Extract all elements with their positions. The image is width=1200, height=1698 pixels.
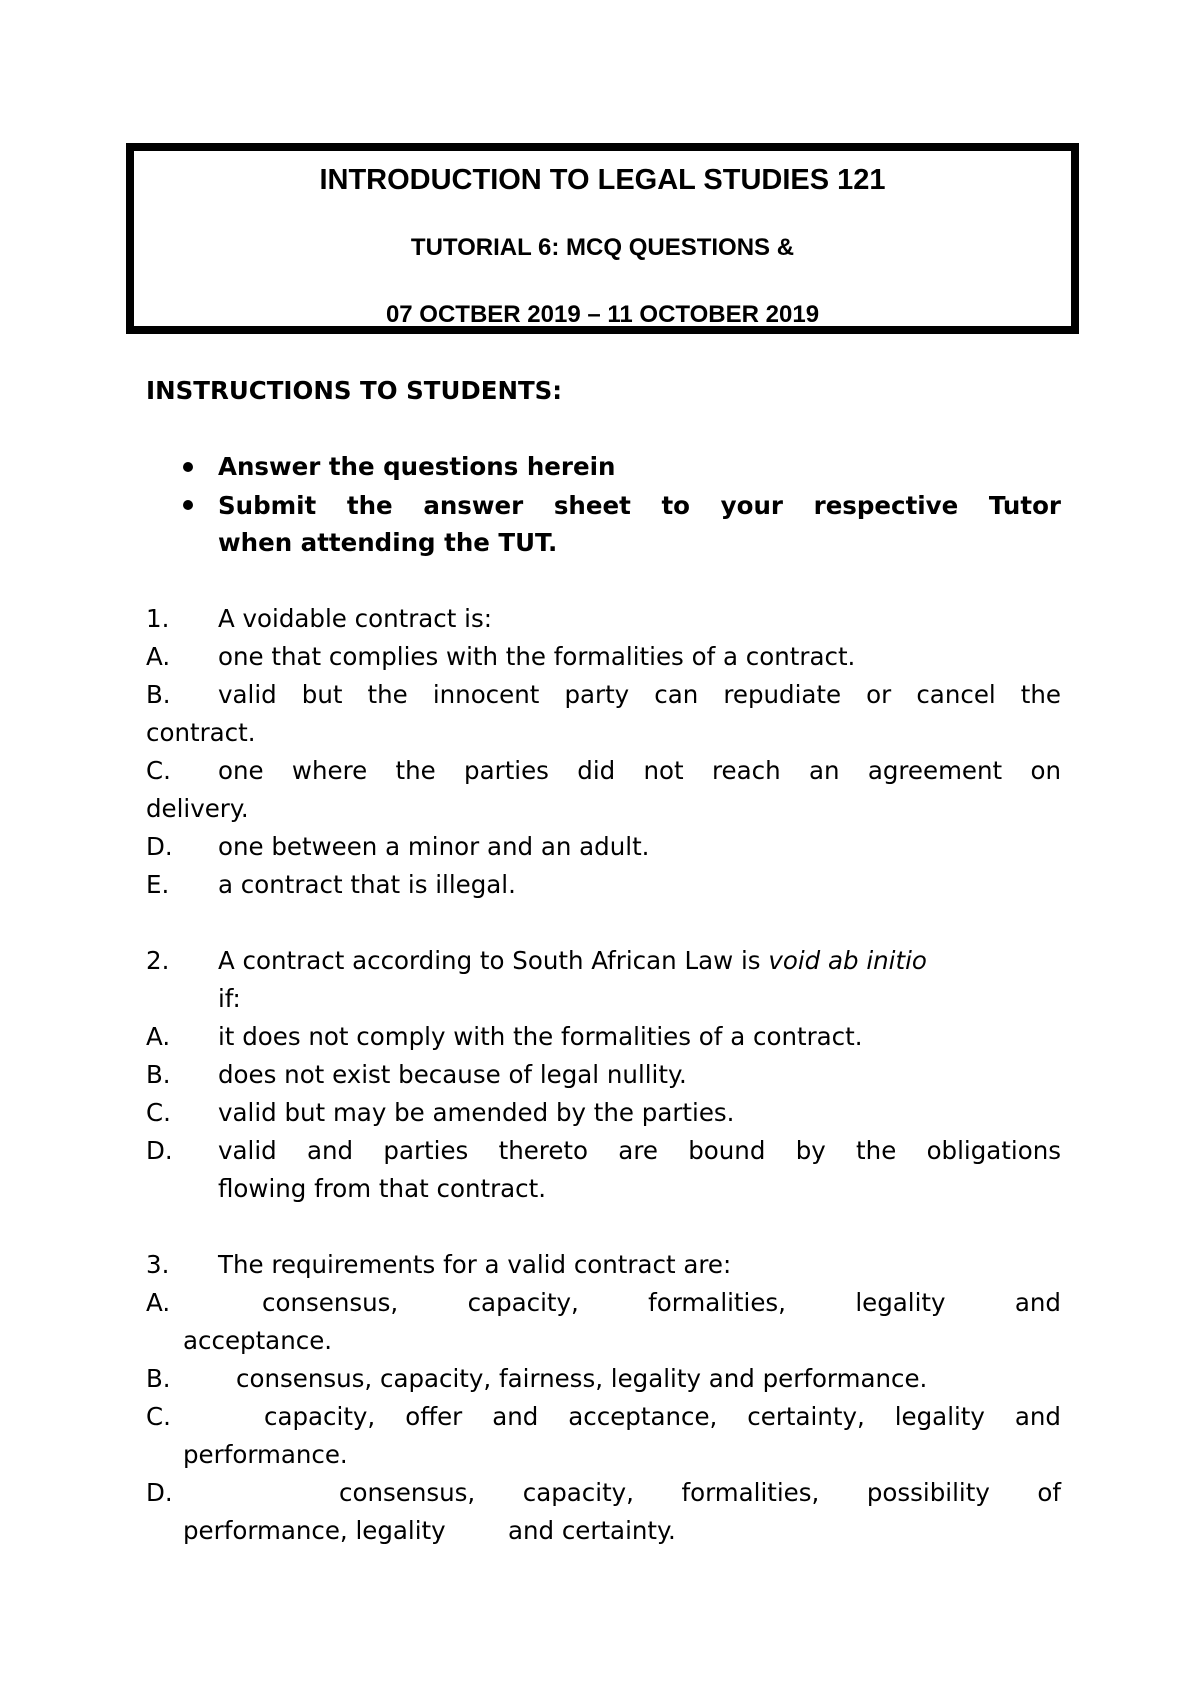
instruction-item-cont: when attending the TUT. bbox=[218, 528, 558, 557]
bullet-icon bbox=[183, 462, 193, 472]
instruction-item: Answer the questions herein bbox=[218, 452, 616, 481]
course-title: INTRODUCTION TO LEGAL STUDIES 121 bbox=[319, 164, 886, 196]
option-text: valid but may be amended by the parties. bbox=[218, 1098, 735, 1127]
option-text-cont: contract. bbox=[146, 718, 256, 747]
option-letter: D. bbox=[146, 832, 173, 861]
question-stem-italic: void ab initio bbox=[768, 946, 927, 975]
option-letter: C. bbox=[146, 1402, 171, 1431]
option-text: does not exist because of legal nullity. bbox=[218, 1060, 687, 1089]
option-text-cont: delivery. bbox=[146, 794, 249, 823]
option-text: one where the parties did not reach an agreement on bbox=[218, 756, 1061, 785]
option-text-cont: acceptance. bbox=[183, 1326, 333, 1355]
date-range: 07 OCTBER 2019 – 11 OCTOBER 2019 bbox=[385, 301, 820, 328]
bullet-icon bbox=[183, 500, 193, 510]
instructions-heading: INSTRUCTIONS TO STUDENTS: bbox=[146, 376, 563, 405]
option-text: consensus, capacity, formalities, legality and bbox=[262, 1288, 1061, 1317]
question-stem-text: A contract according to South African Law is bbox=[218, 946, 761, 975]
option-text-cont: performance. bbox=[183, 1440, 348, 1469]
option-letter: E. bbox=[146, 870, 170, 899]
title-box bbox=[126, 143, 1079, 334]
option-text: valid but the innocent party can repudiate or cancel the bbox=[218, 680, 1061, 709]
tutorial-title: TUTORIAL 6: MCQ QUESTIONS & bbox=[410, 234, 795, 261]
option-letter: D. bbox=[146, 1136, 173, 1165]
option-letter: B. bbox=[146, 680, 171, 709]
option-text-cont: performance, legality and certainty. bbox=[183, 1516, 676, 1545]
instruction-item: Submit the answer sheet to your respective Tutor bbox=[218, 491, 1061, 520]
option-text: one that complies with the formalities of a contract. bbox=[218, 642, 856, 671]
question-stem: The requirements for a valid contract are: bbox=[218, 1250, 732, 1279]
question-number: 1. bbox=[146, 604, 170, 633]
option-letter: C. bbox=[146, 756, 171, 785]
option-text: capacity, offer and acceptance, certainty, legality and bbox=[264, 1402, 1061, 1431]
option-text: consensus, capacity, fairness, legality and performance. bbox=[236, 1364, 928, 1393]
option-letter: A. bbox=[146, 1022, 171, 1051]
question-stem: A voidable contract is: bbox=[218, 604, 492, 633]
option-text: consensus, capacity, formalities, possibility of bbox=[339, 1478, 1061, 1507]
option-text: it does not comply with the formalities of a contract. bbox=[218, 1022, 863, 1051]
question-stem bbox=[218, 946, 927, 976]
option-letter: D. bbox=[146, 1478, 173, 1507]
option-text: a contract that is illegal. bbox=[218, 870, 516, 899]
question-stem-cont: if: bbox=[218, 984, 241, 1013]
question-number: 3. bbox=[146, 1250, 170, 1279]
option-text: valid and parties thereto are bound by the obligations bbox=[218, 1136, 1061, 1165]
option-text: one between a minor and an adult. bbox=[218, 832, 650, 861]
option-letter: B. bbox=[146, 1060, 171, 1089]
option-text-cont: flowing from that contract. bbox=[218, 1174, 547, 1203]
option-letter: A. bbox=[146, 1288, 171, 1317]
option-letter: C. bbox=[146, 1098, 171, 1127]
question-number: 2. bbox=[146, 946, 170, 975]
option-letter: A. bbox=[146, 642, 171, 671]
option-letter: B. bbox=[146, 1364, 171, 1393]
